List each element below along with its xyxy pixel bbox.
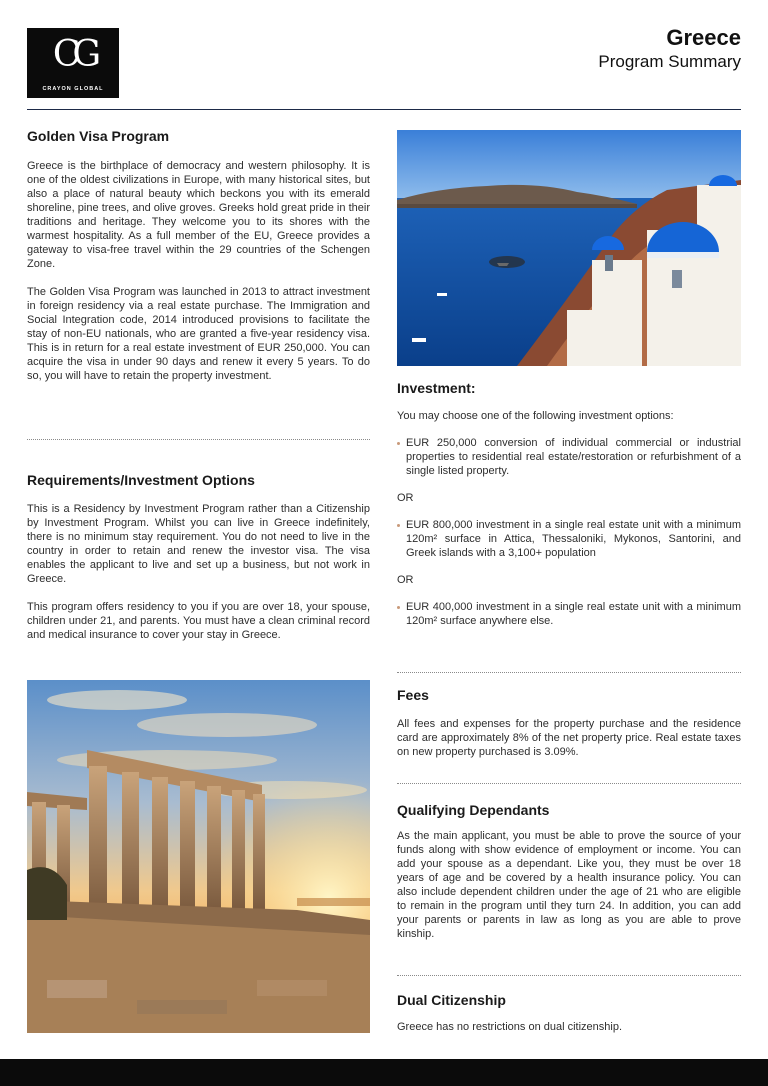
golden-visa-section [27, 127, 370, 383]
document-title [598, 24, 741, 72]
dual-citizenship-section [397, 991, 741, 1034]
dependants-heading: Qualifying Dependants [397, 802, 550, 818]
dual-citizenship-text: Greece has no restrictions on dual citizenship. [397, 1021, 623, 1033]
temple-photo [27, 680, 370, 1033]
fees-text: All fees and expenses for the property purchase and the residence card are approximately 8% of the net property price. Real estate taxes on new property purchased is 3.09%. [397, 718, 741, 758]
requirements-section [27, 471, 370, 642]
section-divider [27, 439, 370, 440]
santorini-image [397, 130, 741, 366]
investment-heading: Investment: [397, 380, 476, 396]
investment-option-3: EUR 400,000 investment in a single real estate unit with a minimum 120m² surface anywhere else. [397, 600, 741, 628]
program-summary-subtitle: Program Summary [598, 52, 741, 71]
investment-options-list [397, 600, 741, 628]
section-divider [397, 975, 741, 976]
investment-option-1: EUR 250,000 conversion of individual commercial or industrial properties to residential real estate/restoration or refurbishment of a single listed property. [397, 436, 741, 478]
investment-options-list [397, 518, 741, 560]
logo-mark: CG [52, 34, 94, 75]
or-separator: OR [397, 574, 414, 586]
investment-options-list [397, 436, 741, 478]
fees-section [397, 686, 741, 759]
dependants-text: As the main applicant, you must be able to prove the source of your funds along with show evidence of employment or income. You can add your spouse as a dependant. Like you, they must be over 18 years of age and be covered by a health insurance policy. You can also include dependent children under the age of 21 who are eligible to remain in the program until they turn 24. In addition, you can add your parents or parents in law as long as you are able to prove kinship. [397, 830, 741, 940]
golden-visa-para-1: Greece is the birthplace of democracy and western philosophy. It is one of the oldest civilizations in Europe, with many historical sites, but also a place of natural beauty which beckons you with its emerald shoreline, pine trees, and olive groves. Greeks hold great pride in their traditions and heritage. They welcome you to its shores with the warmest hospitality. As a full member of the EU, Greece provides a gateway to visa-free travel within the 29 countries of the Schengen Zone. [27, 160, 370, 270]
requirements-para-2: This program offers residency to you if you are over 18, your spouse, children under 21, and parents. You must have a clean criminal record and medical insurance to cover your stay in Greece. [27, 601, 370, 641]
or-separator: OR [397, 492, 414, 504]
crayon-global-logo [27, 28, 119, 98]
golden-visa-para-2: The Golden Visa Program was launched in 2013 to attract investment in foreign residency via a real estate purchase. The Immigration and Social Integration code, 2014 introduced provisions to facilitate the stay of non-EU nationals, who are granted a five-year residency visa. This is in return for a real estate investment of EUR 250,000. You can acquire the visa in under 90 days and renew it every 5 years. To do so, you will have to retain the property investment. [27, 286, 370, 382]
requirements-heading: Requirements/Investment Options [27, 472, 255, 488]
country-title: Greece [666, 25, 741, 50]
requirements-para-1: This is a Residency by Investment Program rather than a Citizenship by Investment Program. Whilst you can live in Greece indefinitely, there is no minimum stay requirement. You do not need to live in the country in order to retain and renew the investor visa. The visa enables the applicant to live and set up a business, but not work in Greece. [27, 503, 370, 585]
header-divider [27, 109, 741, 110]
golden-visa-heading: Golden Visa Program [27, 128, 170, 144]
santorini-photo [397, 130, 741, 366]
investment-intro: You may choose one of the following investment options: [397, 410, 674, 422]
logo-wordmark: CRAYON GLOBAL [42, 86, 104, 92]
dependants-section [397, 801, 741, 941]
dual-citizenship-heading: Dual Citizenship [397, 992, 506, 1008]
section-divider [397, 672, 741, 673]
footer-bar [0, 1059, 768, 1086]
investment-section [397, 379, 741, 628]
section-divider [397, 783, 741, 784]
investment-option-2: EUR 800,000 investment in a single real estate unit with a minimum 120m² surface in Attica, Thessaloniki, Mykonos, Santorini, and Greek islands with a 3,100+ population [397, 518, 741, 560]
fees-heading: Fees [397, 687, 429, 703]
temple-image [27, 680, 370, 1033]
